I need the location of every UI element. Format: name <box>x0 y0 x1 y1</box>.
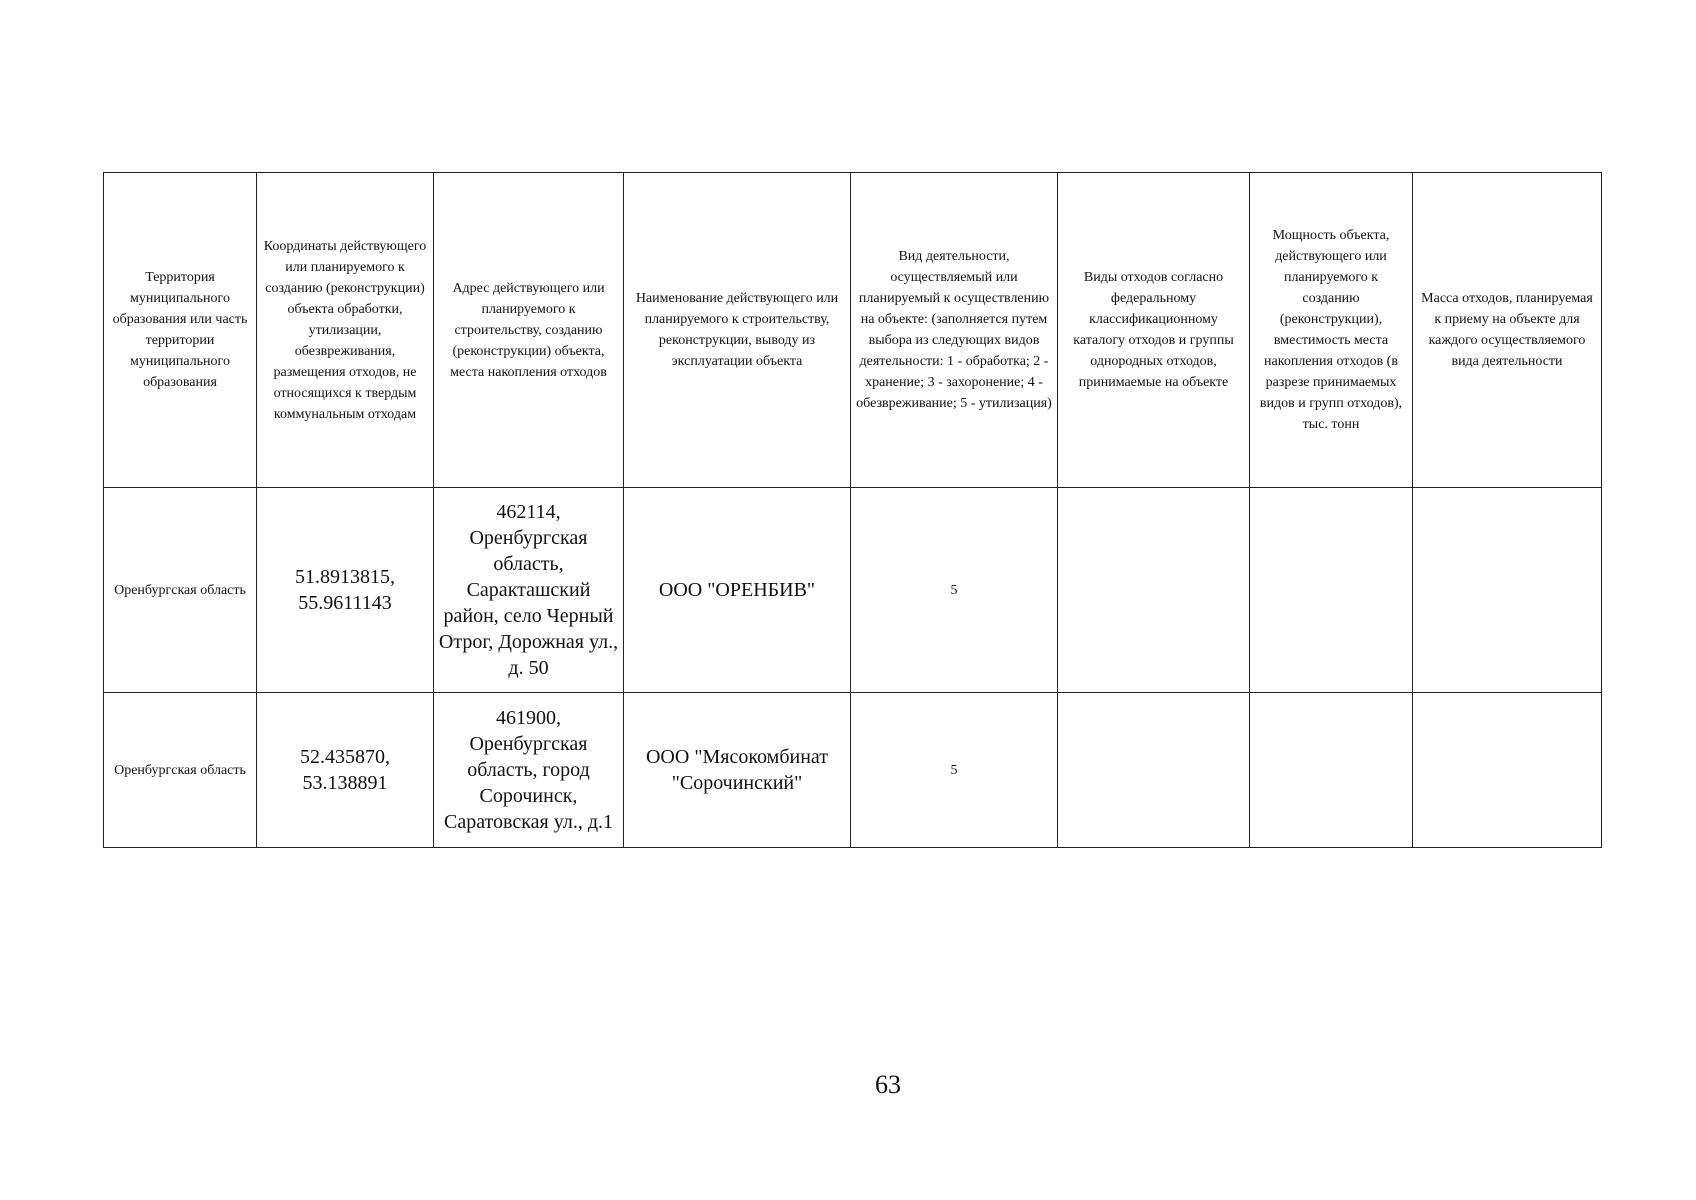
header-activity-type: Вид деятельности, осуществляемый или планируемый к осуществлению на объекте: (заполняется путем выбора из следующих видов деятельности: 1 - обработка; 2 - хранение; 3 - захоронение; 4 - обезвреживание; 5 - утилизация) <box>851 173 1058 488</box>
header-territory: Территория муниципального образования или часть территории муниципального образования <box>104 173 257 488</box>
cell-address: 461900, Оренбургская область, город Сорочинск, Саратовская ул., д.1 <box>434 693 624 848</box>
table-header-row <box>104 173 1602 488</box>
header-address: Адрес действующего или планируемого к строительству, созданию (реконструкции) объекта, места накопления отходов <box>434 173 624 488</box>
header-capacity: Мощность объекта, действующего или планируемого к созданию (реконструкции), вместимость места накопления отходов (в разрезе принимаемых видов и групп отходов), тыс. тонн <box>1250 173 1413 488</box>
cell-territory: Оренбургская область <box>104 693 257 848</box>
cell-waste-mass <box>1413 693 1602 848</box>
header-waste-types: Виды отходов согласно федеральному классификационному каталогу отходов и группы однородных отходов, принимаемые на объекте <box>1058 173 1250 488</box>
cell-activity-type: 5 <box>851 488 1058 693</box>
header-coordinates: Координаты действующего или планируемого к созданию (реконструкции) объекта обработки, утилизации, обезвреживания, размещения отходов, не относящихся к твердым коммунальным отходам <box>257 173 434 488</box>
cell-address: 462114, Оренбургская область, Саракташский район, село Черный Отрог, Дорожная ул., д. 50 <box>434 488 624 693</box>
cell-activity-type: 5 <box>851 693 1058 848</box>
header-waste-mass: Масса отходов, планируемая к приему на объекте для каждого осуществляемого вида деятельности <box>1413 173 1602 488</box>
cell-territory: Оренбургская область <box>104 488 257 693</box>
page-number: 63 <box>875 1070 901 1099</box>
cell-capacity <box>1250 488 1413 693</box>
table-row <box>104 488 1602 693</box>
cell-waste-types <box>1058 488 1250 693</box>
cell-coordinates: 51.8913815, 55.9611143 <box>257 488 434 693</box>
table-row <box>104 693 1602 848</box>
cell-coordinates: 52.435870, 53.138891 <box>257 693 434 848</box>
cell-capacity <box>1250 693 1413 848</box>
waste-facilities-table <box>103 172 1602 848</box>
cell-object-name: ООО "Мясокомбинат "Сорочинский" <box>624 693 851 848</box>
cell-object-name: ООО "ОРЕНБИВ" <box>624 488 851 693</box>
header-object-name: Наименование действующего или планируемого к строительству, реконструкции, выводу из эксплуатации объекта <box>624 173 851 488</box>
cell-waste-types <box>1058 693 1250 848</box>
cell-waste-mass <box>1413 488 1602 693</box>
